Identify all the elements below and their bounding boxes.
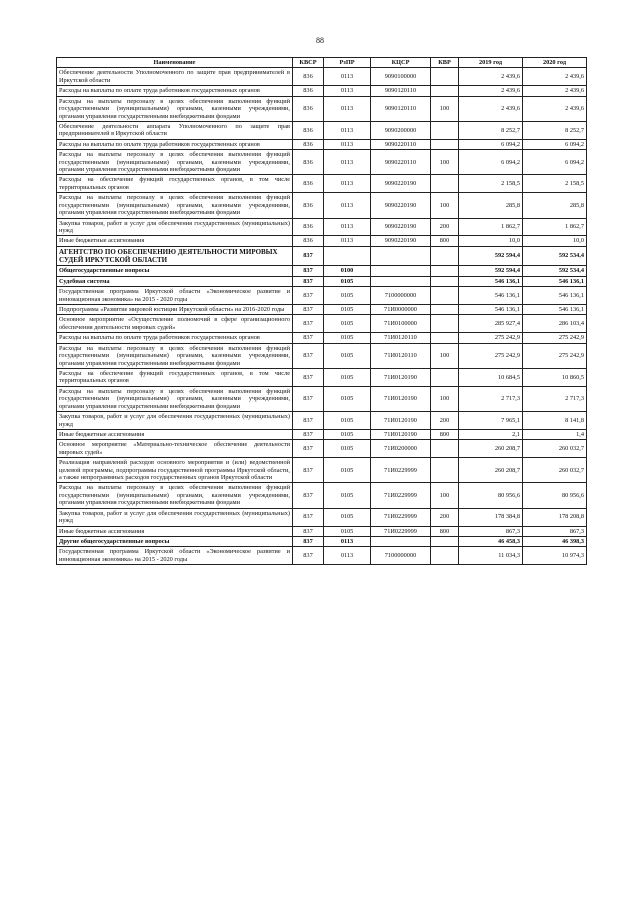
kvsr-cell: 836 [293,68,324,86]
kvsr-cell: 837 [293,369,324,387]
name-cell: Закупка товаров, работ и услуг для обеспечения государственных (муниципальных) нужд [57,218,293,236]
table-row [57,526,587,536]
name-cell: Расходы на выплаты персоналу в целях обеспечения выполнения функций государственными (муниципальными) органами, казенными учреждениями, органами управления государственными внебюджетными фондами [57,386,293,411]
kvsr-cell: 836 [293,139,324,149]
rzpr-cell: 0113 [324,193,371,218]
kvsr-cell: 836 [293,150,324,175]
amount-2020-cell: 10 860,5 [523,369,587,387]
kvr-cell [431,369,459,387]
kvr-cell [431,440,459,458]
amount-2020-cell: 10,0 [523,236,587,246]
amount-2019-cell: 285 927,4 [459,315,523,333]
amount-2020-cell: 6 094,2 [523,139,587,149]
rzpr-cell: 0113 [324,150,371,175]
kcsr-cell: 71И0120190 [371,412,431,430]
name-cell: Расходы на выплаты по оплате труда работников государственных органов [57,139,293,149]
page-number: 88 [316,36,324,45]
amount-2019-cell: 275 242,9 [459,343,523,368]
kcsr-cell: 9090120110 [371,86,431,96]
name-cell: Реализация направлений расходов основного мероприятия и (или) ведомственной целевой программы, подпрограммы государственной программы Иркутской области, а также непрограммных расходов государственных органов Иркутской области [57,458,293,483]
amount-2020-cell: 592 534,4 [523,246,587,266]
kvsr-cell: 837 [293,537,324,547]
table-row [57,86,587,96]
name-cell: Расходы на обеспечение функций государственных органов, в том числе территориальных органов [57,175,293,193]
table-row [57,440,587,458]
kvsr-cell: 837 [293,412,324,430]
amount-2020-cell: 80 956,6 [523,483,587,508]
table-row [57,287,587,305]
rzpr-cell: 0105 [324,458,371,483]
name-cell: Расходы на выплаты персоналу в целях обеспечения выполнения функций государственными (муниципальными) органами, казенными учреждениями, органами управления государственными внебюджетными фондами [57,193,293,218]
kvr-cell: 100 [431,386,459,411]
name-cell: Государственная программа Иркутской области «Экономическое развитие и инновационная экономика» на 2015 - 2020 годы [57,547,293,565]
amount-2020-cell: 2 158,5 [523,175,587,193]
rzpr-cell: 0105 [324,276,371,286]
table-row [57,333,587,343]
kcsr-cell: 9090220110 [371,139,431,149]
amount-2019-cell: 2 717,3 [459,386,523,411]
kvsr-cell: 837 [293,315,324,333]
kvsr-cell: 836 [293,121,324,139]
budget-table [56,57,587,565]
rzpr-cell: 0105 [324,287,371,305]
kvsr-cell: 836 [293,86,324,96]
name-cell: Подпрограмма «Развитие мировой юстиции Иркутской области» на 2016-2020 годы [57,305,293,315]
rzpr-cell: 0105 [324,343,371,368]
amount-2019-cell: 2 439,6 [459,86,523,96]
kcsr-cell: 71И0120110 [371,343,431,368]
kvr-cell: 100 [431,96,459,121]
amount-2020-cell: 286 103,4 [523,315,587,333]
name-cell: Расходы на выплаты персоналу в целях обеспечения выполнения функций государственными (муниципальными) органами, казенными учреждениями, органами управления государственными внебюджетными фондами [57,343,293,368]
rzpr-cell: 0105 [324,386,371,411]
amount-2020-cell: 2 439,6 [523,86,587,96]
amount-2019-cell: 46 458,3 [459,537,523,547]
rzpr-cell: 0100 [324,266,371,276]
table-row [57,386,587,411]
rzpr-cell: 0105 [324,305,371,315]
kcsr-cell: 9090220190 [371,193,431,218]
table-row [57,96,587,121]
rzpr-cell: 0113 [324,218,371,236]
amount-2019-cell: 6 094,2 [459,139,523,149]
kcsr-cell: 9090100000 [371,68,431,86]
kvsr-cell: 837 [293,526,324,536]
rzpr-cell: 0105 [324,508,371,526]
amount-2019-cell: 2 439,6 [459,96,523,121]
rzpr-cell: 0113 [324,236,371,246]
rzpr-cell: 0105 [324,440,371,458]
kvsr-cell: 837 [293,458,324,483]
kcsr-cell: 7100000000 [371,547,431,565]
table-row [57,68,587,86]
amount-2019-cell: 2,1 [459,429,523,439]
kcsr-cell: 71И0200000 [371,440,431,458]
rzpr-cell: 0113 [324,537,371,547]
kcsr-cell [371,246,431,266]
table-row [57,429,587,439]
kvr-cell: 200 [431,412,459,430]
kvsr-cell: 837 [293,266,324,276]
name-cell: Обеспечение деятельности Уполномоченного по защите прав предпринимателей в Иркутской области [57,68,293,86]
kvr-cell: 200 [431,508,459,526]
name-cell: Другие общегосударственные вопросы [57,537,293,547]
name-cell: Основное мероприятие «Материально-техническое обеспечение деятельности мировых судей» [57,440,293,458]
amount-2020-cell: 275 242,9 [523,343,587,368]
name-cell: Обеспечение деятельности аппарата Уполномоченного по защите прав предпринимателей в Иркутской области [57,121,293,139]
name-cell: Общегосударственные вопросы [57,266,293,276]
table-row [57,193,587,218]
amount-2019-cell: 178 384,8 [459,508,523,526]
name-cell: Закупка товаров, работ и услуг для обеспечения государственных (муниципальных) нужд [57,508,293,526]
kvr-cell: 100 [431,193,459,218]
name-cell: Основное мероприятие «Осуществление полномочий в сфере организационного обеспечения деятельности мировых судей» [57,315,293,333]
kvsr-cell: 837 [293,287,324,305]
kvsr-cell: 837 [293,276,324,286]
table-row [57,483,587,508]
amount-2019-cell: 546 136,1 [459,276,523,286]
name-cell: Государственная программа Иркутской области «Экономическое развитие и инновационная экономика» на 2015 - 2020 годы [57,287,293,305]
header-name: Наименование [57,58,293,68]
amount-2020-cell: 260 032,7 [523,458,587,483]
kvsr-cell: 837 [293,333,324,343]
table-row [57,537,587,547]
kvr-cell [431,68,459,86]
kvr-cell: 200 [431,218,459,236]
amount-2020-cell: 2 717,3 [523,386,587,411]
rzpr-cell: 0105 [324,429,371,439]
table-row [57,305,587,315]
kvr-cell [431,139,459,149]
kvr-cell [431,305,459,315]
kvr-cell [431,266,459,276]
name-cell: Иные бюджетные ассигнования [57,236,293,246]
kvsr-cell: 837 [293,483,324,508]
rzpr-cell: 0113 [324,96,371,121]
table-row [57,369,587,387]
kvr-cell [431,537,459,547]
header-rzpr: РзПР [324,58,371,68]
kcsr-cell: 71И0120110 [371,333,431,343]
kcsr-cell [371,266,431,276]
amount-2020-cell: 2 439,6 [523,96,587,121]
kvr-cell: 100 [431,150,459,175]
amount-2020-cell: 46 398,3 [523,537,587,547]
table-row [57,236,587,246]
amount-2020-cell: 546 136,1 [523,305,587,315]
kcsr-cell: 71И0229999 [371,458,431,483]
name-cell: Расходы на обеспечение функций государственных органов, в том числе территориальных органов [57,369,293,387]
amount-2019-cell: 546 136,1 [459,287,523,305]
amount-2019-cell: 546 136,1 [459,305,523,315]
amount-2019-cell: 2 439,6 [459,68,523,86]
table-row [57,246,587,266]
name-cell: Судебная система [57,276,293,286]
amount-2019-cell: 10 684,5 [459,369,523,387]
amount-2019-cell: 10,0 [459,236,523,246]
kcsr-cell: 9090120110 [371,96,431,121]
kvsr-cell: 836 [293,96,324,121]
amount-2019-cell: 80 956,6 [459,483,523,508]
table-row [57,175,587,193]
kcsr-cell: 7100000000 [371,287,431,305]
kcsr-cell [371,276,431,286]
kvr-cell [431,121,459,139]
kcsr-cell: 9090220190 [371,175,431,193]
kvsr-cell: 837 [293,547,324,565]
amount-2019-cell: 1 862,7 [459,218,523,236]
name-cell: АГЕНТСТВО ПО ОБЕСПЕЧЕНИЮ ДЕЯТЕЛЬНОСТИ МИРОВЫХ СУДЕЙ ИРКУТСКОЙ ОБЛАСТИ [57,246,293,266]
name-cell: Расходы на выплаты персоналу в целях обеспечения выполнения функций государственными (муниципальными) органами, казенными учреждениями, органами управления государственными внебюджетными фондами [57,96,293,121]
table-row [57,150,587,175]
header-kcsr: КЦСР [371,58,431,68]
kvsr-cell: 837 [293,246,324,266]
kcsr-cell: 71И0000000 [371,305,431,315]
kvsr-cell: 837 [293,305,324,315]
header-2019: 2019 год [459,58,523,68]
kcsr-cell: 71И0120190 [371,429,431,439]
table-row [57,547,587,565]
amount-2020-cell: 1,4 [523,429,587,439]
kvr-cell [431,276,459,286]
table-header [57,58,587,68]
name-cell: Расходы на выплаты по оплате труда работников государственных органов [57,86,293,96]
kcsr-cell: 9090220190 [371,218,431,236]
kcsr-cell: 9090220190 [371,236,431,246]
kcsr-cell: 71И0229999 [371,483,431,508]
rzpr-cell: 0113 [324,68,371,86]
table-row [57,458,587,483]
amount-2019-cell: 260 208,7 [459,458,523,483]
kvr-cell: 800 [431,429,459,439]
kvr-cell: 800 [431,526,459,536]
kvsr-cell: 837 [293,386,324,411]
kvsr-cell: 836 [293,175,324,193]
rzpr-cell: 0105 [324,369,371,387]
amount-2020-cell: 6 094,2 [523,150,587,175]
amount-2020-cell: 546 136,1 [523,276,587,286]
rzpr-cell: 0113 [324,547,371,565]
amount-2019-cell: 260 208,7 [459,440,523,458]
kvr-cell [431,333,459,343]
kvr-cell [431,246,459,266]
kvsr-cell: 837 [293,343,324,368]
amount-2019-cell: 7 965,1 [459,412,523,430]
kcsr-cell: 9090220110 [371,150,431,175]
name-cell: Иные бюджетные ассигнования [57,429,293,439]
amount-2020-cell: 1 862,7 [523,218,587,236]
amount-2020-cell: 546 136,1 [523,287,587,305]
kvsr-cell: 837 [293,508,324,526]
table-row [57,139,587,149]
kvr-cell: 100 [431,483,459,508]
amount-2020-cell: 285,8 [523,193,587,218]
rzpr-cell: 0113 [324,139,371,149]
kvsr-cell: 836 [293,236,324,246]
amount-2019-cell: 275 242,9 [459,333,523,343]
table-row [57,276,587,286]
table-row [57,121,587,139]
name-cell: Расходы на выплаты персоналу в целях обеспечения выполнения функций государственными (муниципальными) органами, казенными учреждениями, органами управления государственными внебюджетными фондами [57,150,293,175]
kvr-cell [431,86,459,96]
name-cell: Закупка товаров, работ и услуг для обеспечения государственных (муниципальных) нужд [57,412,293,430]
kcsr-cell: 71И0229999 [371,526,431,536]
amount-2020-cell: 178 208,8 [523,508,587,526]
kvsr-cell: 836 [293,193,324,218]
rzpr-cell: 0105 [324,483,371,508]
kvr-cell [431,175,459,193]
name-cell: Расходы на выплаты по оплате труда работников государственных органов [57,333,293,343]
rzpr-cell: 0113 [324,175,371,193]
kvsr-cell: 837 [293,440,324,458]
rzpr-cell: 0105 [324,333,371,343]
amount-2020-cell: 867,3 [523,526,587,536]
amount-2019-cell: 11 034,3 [459,547,523,565]
amount-2019-cell: 592 594,4 [459,266,523,276]
table-row [57,315,587,333]
table-row [57,508,587,526]
table-body [57,68,587,565]
header-kvsr: КВСР [293,58,324,68]
kcsr-cell: 9090200000 [371,121,431,139]
kvsr-cell: 836 [293,218,324,236]
amount-2020-cell: 275 242,9 [523,333,587,343]
name-cell: Иные бюджетные ассигнования [57,526,293,536]
amount-2020-cell: 260 032,7 [523,440,587,458]
header-2020: 2020 год [523,58,587,68]
table-row [57,218,587,236]
rzpr-cell [324,246,371,266]
rzpr-cell: 0105 [324,526,371,536]
amount-2020-cell: 592 534,4 [523,266,587,276]
kvr-cell [431,287,459,305]
table-row [57,412,587,430]
amount-2020-cell: 8 252,7 [523,121,587,139]
rzpr-cell: 0113 [324,121,371,139]
amount-2019-cell: 285,8 [459,193,523,218]
kcsr-cell: 71И0120190 [371,369,431,387]
kvr-cell [431,315,459,333]
amount-2019-cell: 867,3 [459,526,523,536]
rzpr-cell: 0105 [324,412,371,430]
amount-2019-cell: 592 594,4 [459,246,523,266]
kvr-cell [431,547,459,565]
kcsr-cell: 71И0120190 [371,386,431,411]
kvsr-cell: 837 [293,429,324,439]
rzpr-cell: 0105 [324,315,371,333]
amount-2019-cell: 2 158,5 [459,175,523,193]
amount-2020-cell: 10 974,3 [523,547,587,565]
kvr-cell: 800 [431,236,459,246]
kvr-cell [431,458,459,483]
kcsr-cell [371,537,431,547]
table-row [57,343,587,368]
amount-2020-cell: 8 141,8 [523,412,587,430]
amount-2019-cell: 8 252,7 [459,121,523,139]
header-kvr: КВР [431,58,459,68]
kvr-cell: 100 [431,343,459,368]
table-row [57,266,587,276]
kcsr-cell: 71И0100000 [371,315,431,333]
amount-2019-cell: 6 094,2 [459,150,523,175]
kcsr-cell: 71И0229999 [371,508,431,526]
rzpr-cell: 0113 [324,86,371,96]
amount-2020-cell: 2 439,6 [523,68,587,86]
name-cell: Расходы на выплаты персоналу в целях обеспечения выполнения функций государственными (муниципальными) органами, казенными учреждениями, органами управления государственными внебюджетными фондами [57,483,293,508]
